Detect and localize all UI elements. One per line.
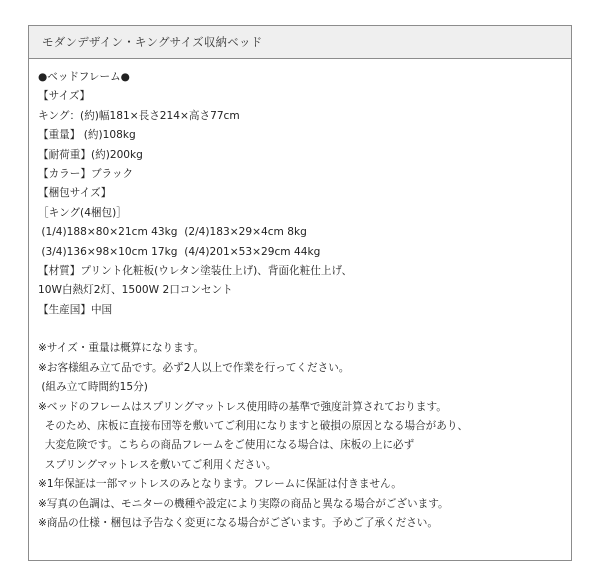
- note-6: ※商品の仕様・梱包は予告なく変更になる場合がございます。予めご了承ください。: [38, 516, 438, 529]
- product-spec-box: [28, 25, 572, 561]
- spacer: [38, 320, 571, 339]
- note-5: ※写真の色調は、モニターの機種や設定により実際の商品と異なる場合がございます。: [38, 497, 449, 510]
- package-row-2: (3/4)136×98×10cm 17kg (4/4)201×53×29cm 44kg: [38, 245, 321, 258]
- note-3: ※ベッドのフレームはスプリングマットレス使用時の基準で強度計算されております。: [38, 400, 447, 413]
- note-1: ※サイズ・重量は概算になります。: [38, 342, 205, 355]
- spec-color: 【カラー】ブラック: [38, 167, 134, 180]
- package-row-1: (1/4)188×80×21cm 43kg (2/4)183×29×4cm 8kg: [38, 226, 307, 239]
- note-2: ※お客様組み立て品です。必ず2人以上で作業を行ってください。: [38, 361, 350, 374]
- note-2-cont: (組み立て時間約15分): [38, 381, 148, 394]
- spec-weight: 【重量】 (約)108kg: [38, 129, 136, 142]
- spec-body: [29, 59, 571, 533]
- section-heading-bed-frame: ●ベッドフレーム●: [38, 71, 130, 83]
- label-package-size: 【梱包サイズ】: [38, 187, 112, 200]
- value-king-size: キング：(約)幅181×長さ214×高さ77cm: [38, 109, 240, 122]
- spec-origin: 【生産国】中国: [38, 303, 113, 316]
- spec-load-capacity: 【耐荷重】(約)200kg: [38, 148, 143, 161]
- note-3-cont-2: 大変危険です。こちらの商品フレームをご使用になる場合は、床板の上に必ず: [38, 439, 415, 452]
- value-package-count: ［キング(4梱包)］: [38, 206, 127, 219]
- note-4: ※1年保証は一部マットレスのみとなります。フレームに保証は付きません。: [38, 478, 402, 491]
- spec-material: 【材質】プリント化粧板(ウレタン塗装仕上げ)、背面化粧仕上げ、: [38, 264, 353, 277]
- label-size: 【サイズ】: [38, 90, 91, 103]
- note-3-cont-3: スプリングマットレスを敷いてご利用ください。: [38, 458, 277, 471]
- spec-material-cont: 10W白熱灯2灯、1500W 2口コンセント: [38, 284, 233, 297]
- spec-header: [29, 26, 571, 59]
- note-3-cont-1: そのため、床板に直接布団等を敷いてご利用になりますと破損の原因となる場合があり、: [38, 420, 469, 433]
- spec-title: モダンデザイン・キングサイズ収納ベッド: [42, 35, 263, 49]
